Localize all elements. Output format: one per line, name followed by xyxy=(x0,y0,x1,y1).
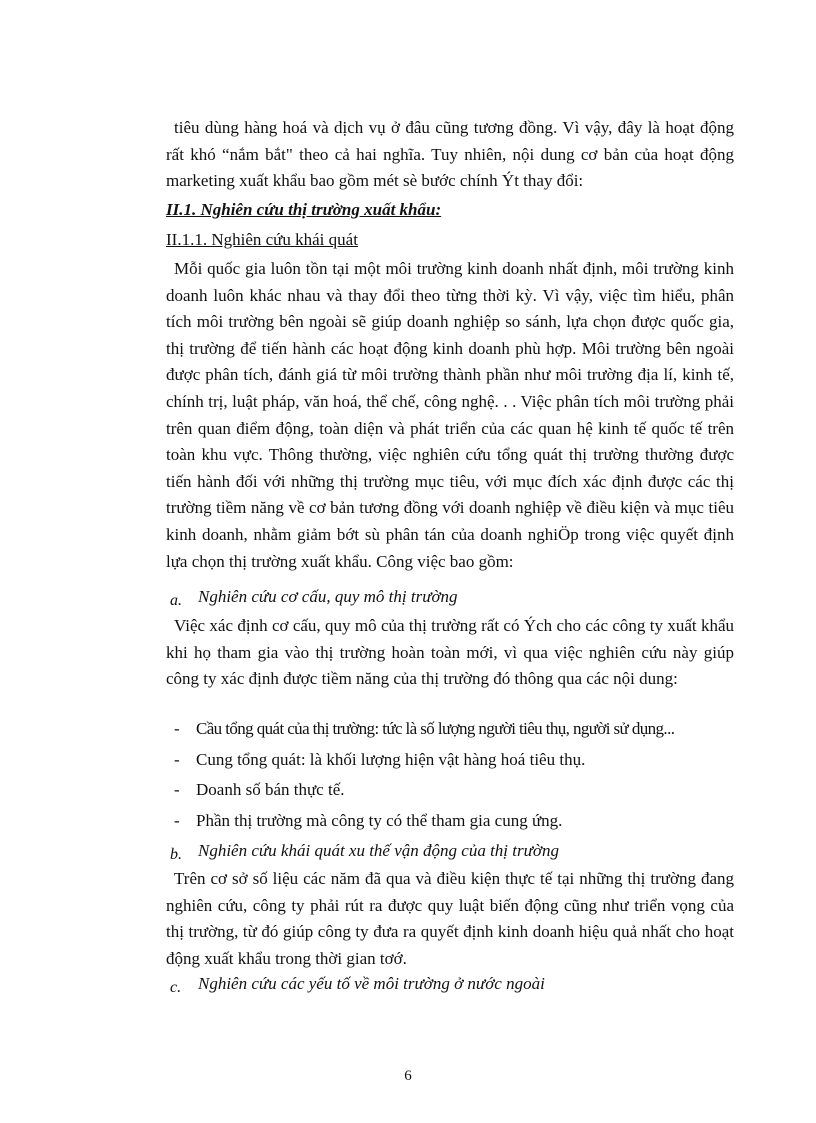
main-text: Mỗi quốc gia luôn tồn tại một môi trường kinh doanh nhất định, môi trường kinh doanh luôn khác nhau và thay đổi theo từng thời kỳ. Vì vậy, việc tìm hiểu, phân tích môi trường bên ngoài sẽ giúp doanh nghiệp so sánh, lựa chọn được quốc gia, thị trường để tiến hành các hoạt động kinh doanh phù hợp. Môi trường bên ngoài được phân tích, đánh giá từ môi trường thành phần như môi trường địa lí, kinh tế, chính trị, luật pháp, văn hoá, thể chế, công nghệ. . . Việc phân tích môi trường phải trên quan điểm động, toàn diện và phát triển của các quan hệ kinh tế quốc tế trên toàn khu vực. Thông thường, việc nghiên cứu tổng quát thị trường thường được tiến hành đối với những thị trường mục tiêu, với mục đích xác định được các thị trường tiềm năng về cơ bản tương đồng với doanh nghiệp về điều kiện và mục tiêu kinh doanh, nhằm giảm bớt sù phân tán của doanh nghiÖp trong việc quyết định lựa chọn thị trường xuất khẩu. Công việc bao gồm: xyxy=(166,259,734,571)
subheading-b-block xyxy=(166,838,734,865)
subheading-c-title: Nghiên cứu các yếu tố về môi trường ở nước ngoài xyxy=(198,974,545,993)
bullet-text: Cung tổng quát: là khối lượng hiện vật hàng hoá tiêu thụ. xyxy=(196,749,586,769)
paragraph-a-text: Việc xác định cơ cấu, quy mô của thị trường rất có Ých cho các công ty xuất khẩu khi họ tham gia vào thị trường hoàn toàn mới, vì qua việc nghiên cứu này giúp công ty xác định được tiềm năng của thị trường đó thông qua các nội dung: xyxy=(166,616,734,689)
intro-text: tiêu dùng hàng hoá và dịch vụ ở đâu cũng tương đồng. Vì vậy, đây là hoạt động rất khó “nắm bắt" theo cả hai nghĩa. Tuy nhiên, nội dung cơ bản của hoạt động marketing xuất khẩu bao gồm mét sè bước chính Ýt thay đổi: xyxy=(166,118,734,191)
subheading-c-block xyxy=(166,971,734,998)
subheading-a-title: Nghiên cứu cơ cấu, quy mô thị trường xyxy=(198,587,458,606)
list-item xyxy=(166,716,734,743)
bullet-text: Cầu tổng quát của thị trường: tức là số lượng người tiêu thụ, người sử dụng... xyxy=(196,719,675,738)
bullet-dash: - xyxy=(174,749,180,769)
bullet-dash: - xyxy=(174,719,180,738)
section-heading: II.1. Nghiên cứu thị trường xuất khẩu: xyxy=(166,200,442,219)
subheading-c-mark: c. xyxy=(170,979,182,996)
paragraph-a xyxy=(166,613,734,693)
list-item xyxy=(166,777,734,804)
subsection-heading: II.1.1. Nghiên cứu khái quát xyxy=(166,230,358,249)
subsection-heading-block xyxy=(166,227,734,254)
subheading-b-title: Nghiên cứu khái quát xu thế vận động của thị trường xyxy=(198,841,559,860)
bullet-dash: - xyxy=(174,780,180,800)
bullet-text: Phần thị trường mà công ty có thể tham gia cung ứng. xyxy=(196,810,563,830)
subheading-b-mark: b. xyxy=(170,846,182,863)
subheading-b xyxy=(166,838,734,865)
list-item xyxy=(166,747,734,774)
subheading-a-block xyxy=(166,584,734,611)
bullet-list xyxy=(166,712,734,834)
bullet-text: Doanh số bán thực tế. xyxy=(196,780,345,800)
paragraph-b-text: Trên cơ sở số liệu các năm đã qua và điều kiện thực tế tại những thị trường đang nghiên cứu, công ty phải rút ra được quy luật biến động cũng như triển vọng của thị trường, từ đó giúp công ty đưa ra quyết định kinh doanh hiệu quả nhất cho hoạt động xuất khẩu trong thời gian tơớ. xyxy=(166,869,734,968)
main-paragraph xyxy=(166,256,734,575)
section-heading-block xyxy=(166,197,734,224)
page-number: 6 xyxy=(404,1068,412,1084)
subheading-a-mark: a. xyxy=(170,592,182,609)
list-item xyxy=(166,808,734,835)
paragraph-b xyxy=(166,866,734,972)
subheading-a xyxy=(166,584,734,611)
subheading-c xyxy=(166,971,734,998)
intro-paragraph xyxy=(166,115,734,195)
bullet-dash: - xyxy=(174,810,180,830)
